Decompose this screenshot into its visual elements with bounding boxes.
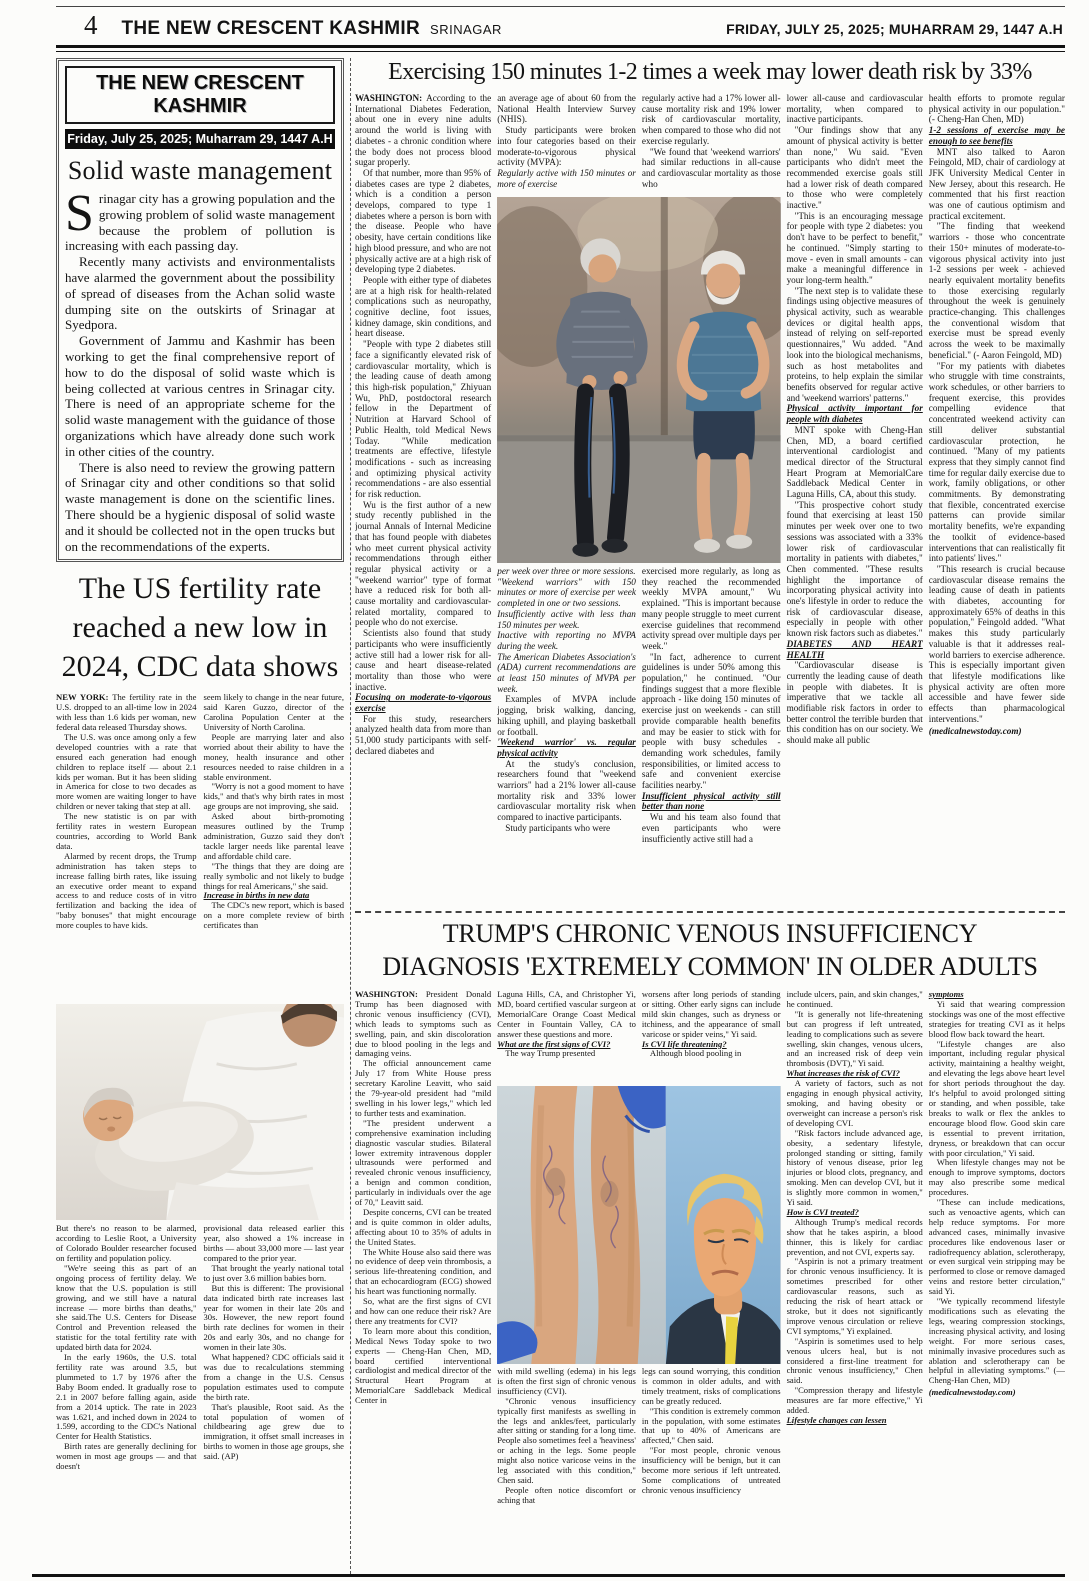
fertility-column-4 [204, 1224, 345, 1520]
paragraph: What happened? CDC officials said it was due to recalculations stemming from a change in the U.S. Census population estimates used to compute the birth rate. [203, 1352, 344, 1402]
source-credit: (medicalnewstoday.com) [928, 726, 1022, 737]
paragraph: health efforts to promote regular physical activity in our population." (- Cheng-Han Chen, MD) [928, 93, 1065, 125]
paragraph: That brought the yearly national total to just over 3.6 million babies born. [203, 1262, 344, 1283]
paragraph: The new statistic is on par with fertility rates in western European countries, according to World Bank data. [56, 811, 197, 851]
paragraph: "Chronic venous insufficiency typically first manifests as swelling in the legs and ankles/feet, particularly after sitting or standing for a long time. People also sometimes feel a 'heaviness' or aching in the legs. Some people might also notice varicose veins in the leg associated with this condition," Chen said. [497, 1395, 636, 1485]
subheading: 'Weekend warrior' vs. regular physical activity [497, 737, 636, 758]
exercise-column-3-top [642, 93, 781, 197]
trump-columns [355, 990, 1065, 1574]
paragraph: The U.S. was once among only a few developed countries with a rate that ensured each generation had enough children to replace itself — about 2.1 kids per woman. But it has been sliding in America for close to two decades as more women are waiting longer to have children or never taking that step at all. [56, 731, 197, 812]
page-content [56, 58, 1065, 1574]
editorial-date-bar: Friday, July 25, 2025; Muharram 29, 1447 A.H [65, 129, 335, 149]
right-column [355, 58, 1065, 1574]
drop-cap: S [65, 185, 94, 242]
editorial-lead-text: rinagar city has a growing population and the growing problem of solid waste management because the problem of pollution is increasing with each passing day. [65, 191, 335, 254]
paragraph: At the study's conclusion, researchers found that "weekend warriors" had a 21% lower all-cause mortality risk and 33% lower cardiovascular mortality risk when compared to inactive participants. [497, 758, 636, 823]
section-divider [355, 911, 1065, 913]
paragraph: exercised more regularly, as long as they reached the recommended weekly MVPA amount," Wu explained. "This is important because many people struggle to meet current exercise guidelines that recommend activity spread over multiple days per week." [641, 566, 781, 651]
paragraph: "The president underwent a comprehensive examination including diagnostic vascular studies. Bilateral lower extremity intravenous doppler ultrasounds were performed and revealed chronic venous insufficiency, a benign and common condition, particularly in individuals over the age of 70," Leavitt said. [355, 1117, 492, 1208]
page-header [56, 12, 1065, 40]
paragraph: People are marrying later and also worried about their ability to have the money, health insurance and other resources needed to raise children in a stable environment. [203, 731, 344, 782]
subheading: Lifestyle changes can lessen [786, 1414, 887, 1425]
paragraph: include ulcers, pain, and skin changes," he continued. [786, 990, 923, 1009]
trump-column-1 [355, 990, 491, 1574]
paragraph: Insufficiently active with less than 150 minutes per week. [497, 608, 636, 630]
paragraph: A variety of factors, such as not engaging in enough physical activity, smoking, and having obesity or overweight can increase a person's risk of developing CVI. [786, 1078, 923, 1128]
paragraph: Yi said that wearing compression stockings was one of the most effective strategies for treating CVI as it helps blood flow back toward the heart. [928, 998, 1065, 1039]
subheading: 1-2 sessions of exercise may be enough to see benefits [928, 125, 1065, 146]
newspaper-name: THE NEW CRESCENT KASHMIR [121, 18, 421, 39]
paragraph: But this is different: The provisional data indicated birth rate increases last year for women in their late 20s and 30s. However, the new report found birth rate declines for women in their 20s and early 30s, and no change for women in their late 30s. [203, 1282, 344, 1353]
source-credit: (medicalnewstoday.com) [928, 1387, 1016, 1398]
subheading: How is CVI treated? [786, 1206, 859, 1217]
baby-photo [56, 1004, 344, 1220]
paragraph: Examples of MVPA include jogging, brisk walking, dancing, hiking uphill, and playing basketball or football. [497, 694, 636, 737]
paragraph: "This prospective cohort study found that exercising at least 150 minutes per week over one to two sessions was associated with a 33% lower risk of cardiovascular mortality in patients with diabetes," Chen commented. "These results highlight the importance of incorporating physical activity into one's lifestyle in order to reduce the risk of cardiovascular disease, especially in people with other known risk factors such as diabetes." [786, 499, 923, 639]
trump-headline-line1: TRUMP'S CHRONIC VENOUS INSUFFICIENCY [442, 919, 978, 948]
subheading: Focusing on moderate-to-vigorous exercise [355, 692, 492, 714]
page-number: 4 [84, 10, 98, 40]
paragraph: Alarmed by recent drops, the Trump administration has taken steps to increase falling birth rates, like issuing an executive order meant to expand access to and reduce costs of in vitro fertilization and backing the idea of "baby bonuses" that might encourage more couples to have kids. [56, 850, 197, 931]
paragraph: Of that number, more than 95% of diabetes cases are type 2 diabetes, which is a condition a person develops, compared to type 1 diabetes where a person is born with the disease. People who have obesity, have certain conditions like high blood pressure, and who are not physically active are at a high risk of developing type 2 diabetes. [355, 167, 492, 275]
fertility-column-2 [204, 693, 345, 1001]
paragraph: "The finding that weekend warriors - those who concentrate their 150+ minutes of moderate-to-vigorous physical activity into just 1-2 sessions per week - achieved nearly equivalent mortality benefits to those exercising regularly throughout the week is genuinely practice-changing. This challenges the conventional wisdom that exercise must be spread evenly across the week to be maximally beneficial." (- Aaron Feingold, MD) [928, 221, 1065, 360]
paragraph: "People with type 2 diabetes still face a significantly elevated risk of cardiovascular mortality, which is the leading cause of death among this high-risk population," Zhiyuan Wu, PhD, postdoctoral research fellow in the Department of Nutrition at Harvard School of Public Health, told Medical News Today. "While medication treatments are effective, lifestyle modifications - such as increasing and optimizing physical activity recommendations - are also essential for risk reduction. [355, 339, 492, 500]
paragraph: "Weekend warriors" with 150 minutes or more of exercise per week completed in one or two sessions. [497, 576, 636, 609]
city-label: SRINAGAR [430, 22, 502, 37]
header-date-line: FRIDAY, JULY 25, 2025; MUHARRAM 29, 1447 A.H [726, 21, 1063, 37]
paragraph: "It is generally not life-threatening but can progress if left untreated, leading to complications such as severe swelling, skin changes, venous ulcers, and an increased risk of deep vein thrombosis (DVT)," Yi said. [786, 1008, 923, 1069]
paragraph: Inactive with reporting no MVPA during the week. [497, 630, 636, 651]
subheading: What are the first signs of CVI? [497, 1038, 611, 1049]
editorial-masthead: THE NEW CRESCENT KASHMIR [96, 72, 304, 117]
paragraph: with mild swelling (edema) in his legs is often the first sign of chronic venous insufficiency (CVI). [497, 1367, 636, 1396]
fertility-column-3 [56, 1224, 197, 1520]
subheading: Is CVI life threatening? [641, 1038, 727, 1049]
paragraph: Government of Jammu and Kashmir has been working to get the final comprehensive report of how to do the disposal of solid waste which is being collected at various centres in Srinagar city. There is need of an appropriate scheme for the solid waste management with the guidance of those organizations which have already done such work in other cities of the country. [65, 333, 335, 459]
bottom-rule [32, 1574, 1065, 1577]
paragraph: Recently many activists and environmentalists have alarmed the government about the possibility of spread of diseases from the Achan solid waste dumping site on the outskirts of Srinagar at Syedpora. [65, 254, 335, 333]
trump-legs-photo-illustration [497, 1086, 780, 1364]
subheading: What increases the risk of CVI? [786, 1068, 900, 1079]
paragraph: The American Diabetes Association's (ADA) current recommendations are at least 150 minutes of MVPA per week. [497, 651, 636, 694]
paragraph: So, what are the first signs of CVI and how can one reduce their risk? Are there any treatments for CVI? [355, 1296, 492, 1326]
paragraph: "The next step is to validate these findings using objective measures of physical activity, such as wearable devices or digital health apps, instead of relying on self-reported questionnaires," Wu added. "And look into the biological mechanisms, such as host metabolites and proteins, to help explain the similar benefits observed for regular active and 'weekend warriors' patterns." [786, 285, 923, 403]
paragraph: "Compression therapy and lifestyle measures are far more effective," Yi added. [786, 1385, 923, 1416]
paragraph: Wu is the first author of a new study recently published in the journal Annals of Internal Medicine that has found people with diabetes who meet current physical activity recommendations through either regular physical activity or a "weekend warrior" type of format have a reduced risk for both all-cause mortality and cardiovascular-related mortality, compared to people who do not exercise. [355, 499, 492, 628]
exercise-column-2-bottom [497, 566, 636, 905]
editorial-masthead-box [65, 66, 335, 124]
paragraph: "Risk factors include advanced age, obesity, a sedentary lifestyle, prolonged standing or sitting, family history of venous disease, prior leg injuries or blood clots, pregnancy, and smoking. Men can develop CVI, but it is slightly more common in women," Yi said. [786, 1127, 923, 1208]
subheading: symptoms [928, 990, 964, 999]
paragraph: "Aspirin is not a primary treatment for chronic venous insufficiency. It is sometimes prescribed for other cardiovascular reasons, such as reducing the risk of heart attack or stroke, but it does not significantly improve venous circulation or relieve CVI symptoms," Yi explained. [786, 1256, 923, 1336]
paragraph: Laguna Hills, CA, and Christopher Yi, MD, board certified vascular surgeon at MemorialCare Orange Coast Medical Center in Fountain Valley, CA to answer these questions and more. [497, 990, 636, 1039]
paragraph: provisional data released earlier this year, also showed a 1% increase in births — about 33,000 more — last year compared to the prior year. [203, 1224, 344, 1264]
paragraph: an average age of about 60 from the National Health Interview Survey (NHIS). [497, 93, 636, 125]
baby-photo-illustration [56, 1004, 344, 1220]
editorial-body [65, 254, 335, 554]
paragraph: But there's no reason to be alarmed, according to Leslie Root, a University of Colorado Boulder researcher focused on fertility and population policy. [56, 1224, 197, 1264]
paragraph: WASHINGTON: President Donald Trump has been diagnosed with chronic venous insufficiency (CVI), which leads to symptoms such as swelling, pain, and skin discoloration due to blood pooling in the legs and damaging veins. [355, 990, 492, 1059]
paragraph: Birth rates are generally declining for women in most age groups — and that doesn't [56, 1441, 197, 1472]
exercise-column-5 [929, 93, 1065, 905]
trump-column-2-top [497, 990, 636, 1086]
trump-headline-line2: DIAGNOSIS 'EXTREMELY COMMON' IN OLDER ADULTS [382, 951, 1038, 981]
paragraph: "This is an encouraging message for people with type 2 diabetes: you don't have to be perfect to benefit," he continued. "Simply starting to move - even in small amounts - can make a meaningful difference in your long-term health." [786, 210, 923, 285]
paragraph: There is also need to review the growing pattern of Srinagar city and other conditions so that solid waste management is done on the scientific lines. There should be a hygienic disposal of solid waste and it should be collected not in the open trucks but on the recommendations of the experts. [65, 459, 335, 554]
paragraph: Regularly active with 150 minutes or more of exercise [497, 167, 636, 189]
paragraph: "This condition is extremely common in the population, with some estimates that up to 40% of Americans are affected," Chen said. [641, 1405, 781, 1446]
paragraph: "In fact, adherence to current guidelines is under 50% among this population," he continued. "Our findings suggest that a more flexible approach - like doing 150 minutes of exercise just on weekends - can still provide comparable health benefits and may be easier to stick with for people with busy schedules - demanding work schedules, family responsibilities, or limited access to safe and convenient exercise facilities nearby." [641, 651, 781, 791]
paragraph: When lifestyle changes may not be enough to improve symptoms, doctors may also prescribe some medical procedures. [928, 1157, 1065, 1198]
paragraph: People often notice discomfort or aching that [497, 1484, 636, 1505]
paragraph: seem likely to change in the near future, said Karen Guzzo, director of the Carolina Population Center at the University of North Carolina. [203, 693, 344, 733]
joggers-photo-illustration [497, 197, 780, 563]
paragraph: "These can include medications, such as venoactive agents, which can help reduce symptoms. For more advanced cases, minimally invasive procedures like endovenous laser or radiofrequency ablation, sclerotherapy, or even surgical vein stripping may be performed to close or remove damaged veins and restore better circulation," said Yi. [928, 1197, 1065, 1297]
paragraph: "For my patients with diabetes who struggle with time constraints, work schedules, or other barriers to frequent exercise, this provides compelling evidence that concentrated weekend activity can still deliver substantial cardiovascular protection, he continued. "Many of my patients express that they simply cannot find time for regular daily exercise due to work, family obligations, or other commitments. By demonstrating that flexible, concentrated exercise patterns can provide similar mortality benefits, we're expanding the toolkit of evidence-based interventions that can realistically fit into patients' lives." [928, 360, 1065, 564]
subheading: DIABETES AND HEART HEALTH [786, 638, 923, 660]
header-rule [56, 45, 1065, 52]
fertility-headline: The US fertility rate reached a new low in 2024, CDC data shows [61, 572, 339, 684]
paragraph: Study participants were broken into four categories based on their moderate-to-vigorous physical activity (MVPA): [497, 125, 636, 168]
paragraph: Although blood pooling in [649, 1048, 742, 1059]
paragraph: NEW YORK: The fertility rate in the U.S. dropped to an all-time low in 2024 with less than 1.6 kids per woman, new federal data released Thursday shows. [56, 693, 197, 733]
trump-column-5 [929, 990, 1065, 1574]
paragraph: The White House also said there was no evidence of deep vein thrombosis, a serious life-threatening condition, and that an echocardiogram (ECG) showed his heart was functioning normally. [355, 1246, 492, 1297]
paragraph: Scientists also found that study participants who were insufficiently active still had a lower risk for all-cause and heart disease-related mortality than those who were inactive. [355, 628, 492, 692]
paragraph: legs can sound worrying, this condition is common in older adults, and with timely treatment, risks of complications can be greatly reduced. [641, 1367, 781, 1406]
paragraph: per week over three or more sessions. [497, 566, 636, 576]
trump-column-3-bottom [642, 1367, 781, 1574]
subheading: Insufficient physical activity still better than none [641, 790, 781, 812]
paragraph: To learn more about this condition, Medical News Today spoke to two experts — Cheng-Han Chen, MD, board certified interventional cardiologist and medical director of the Structural Heart Program at MemorialCare Saddleback Medical Center in [355, 1325, 492, 1406]
exercise-column-4 [787, 93, 923, 905]
paragraph: worsens after long periods of standing or sitting. Other early signs can include mild skin changes, such as dryness or itchiness, and the appearance of small varicose or spider veins," Yi said. [641, 990, 781, 1039]
paragraph: Although Trump's medical records show that he takes aspirin, a blood thinner, this is likely for cardiac prevention, and not CVI, experts say. [786, 1216, 923, 1257]
fertility-column-1 [56, 693, 197, 1001]
exercise-columns [355, 93, 1065, 905]
paragraph: "Our findings show that any amount of physical activity is better than none," Wu said. "Even participants who didn't meet the recommended exercise goals still had a lower risk of death compared to those who were completely inactive." [786, 125, 923, 211]
paragraph: "This research is crucial because cardiovascular disease remains the leading cause of death in patients with diabetes, accounting for approximately 65% of deaths in this population," Feingold added. "What makes this study particularly valuable is that it addresses real-world barriers to exercise adherence. This is especially important given that lifestyle modifications like physical activity are often more accessible and have fewer side effects than pharmacological interventions." [928, 563, 1065, 724]
exercise-middle-columns [497, 93, 780, 905]
paragraph: "For most people, chronic venous insufficiency will be benign, but it can become more serious if left untreated. Some complications of untreated chronic venous insufficiency [641, 1445, 781, 1495]
paragraph: "We found that 'weekend warriors' had similar reductions in all-cause and cardiovascular mortality as those who [641, 146, 781, 189]
paragraph: lower all-cause and cardiovascular mortality, when compared to inactive participants. [786, 93, 923, 125]
paragraph: regularly active had a 17% lower all-cause mortality risk and 19% lower risk of cardiovascular mortality, when compared to those who did not exercise regularly. [641, 93, 781, 146]
exercise-column-3-bottom [642, 566, 781, 905]
paragraph: MNT also talked to Aaron Feingold, MD, chair of cardiology at JFK University Medical Center in New Jersey, about this research. He commented that his first reaction was one of cautious optimism and practical excitement. [928, 146, 1065, 221]
paragraph: In the early 1960s, the U.S. total fertility rate was around 3.5, but plummeted to 1.7 by 1976 after the Baby Boom ended. It gradually rose to 2.1 in 2007 before falling again, aside from a 2014 uptick. The rate in 2023 was 1.621, and inched down in 2024 to 1.599, according to the CDC's National Center for Health Statistics. [56, 1352, 197, 1442]
trump-middle-columns [497, 990, 780, 1574]
fertility-bottom-columns [56, 1224, 344, 1520]
exercise-headline: Exercising 150 minutes 1-2 times a week may lower death risk by 33% [388, 59, 1032, 85]
trump-legs-photo [497, 1086, 780, 1364]
subheading: Increase in births in new data [203, 890, 310, 901]
exercise-middle-top [497, 93, 780, 197]
paragraph: "The things that they are doing are really symbolic and not likely to budge things for real Americans," she said. [203, 860, 344, 891]
trump-middle-bottom [497, 1367, 780, 1574]
paragraph: That's plausible, Root said. As the total population of women of childbearing age grew due to immigration, it offset small increases in births to women in those age groups, she said. (AP) [203, 1401, 344, 1462]
paragraph: "Aspirin is sometimes used to help venous ulcers heal, but is not considered a first-line treatment for chronic venous insufficiency," Chen said. [786, 1335, 923, 1386]
fertility-article [56, 569, 344, 1520]
paragraph: The way Trump presented [505, 1048, 596, 1059]
paragraph: "Worry is not a good moment to have kids," and that's why birth rates in most age groups are not improving, she said. [203, 781, 344, 812]
exercise-column-2-top [497, 93, 636, 197]
subheading: Physical activity important for people with diabetes [786, 403, 923, 425]
paragraph: "Lifestyle changes are also important, including regular physical activity, maintaining a healthy weight, and elevating the legs above heart level for short periods throughout the day. It's helpful to avoid prolonged sitting or standing, and when possible, take breaks to walk or flex the ankles to encourage blood flow. Good skin care is essential to prevent irritation, dryness, or breakdown that can occur with poor circulation," Yi said. [928, 1038, 1065, 1158]
paragraph: Wu and his team also found that even participants who were insufficiently active still had a [641, 812, 781, 844]
trump-middle-top [497, 990, 780, 1086]
paragraph: "We're seeing this as part of an ongoing process of fertility delay. We know that the U.S. population is still growing, and we still have a natural increase — more births than deaths," she said.The U.S. Centers for Disease Control and Prevention released the statistic for the total fertility rate with updated birth data for 2024. [56, 1262, 197, 1353]
top-rule [56, 6, 1065, 7]
trump-column-4 [787, 990, 923, 1574]
fertility-top-columns [56, 693, 344, 1001]
paragraph: Study participants who were [505, 822, 611, 833]
trump-column-2-bottom [497, 1367, 636, 1574]
paragraph: MNT spoke with Cheng-Han Chen, MD, a board certified interventional cardiologist and medical director of the Structural Heart Program at MemorialCare Saddleback Medical Center in Laguna Hills, CA, about this study. [786, 424, 923, 500]
paragraph: "Cardiovascular disease is currently the leading cause of death in people with diabetes. It is imperative that we tackle all modifiable risk factors in order to better control the terrible burden that this condition has on our society. We should make all public [786, 660, 923, 746]
paragraph: Asked about birth-promoting measures outlined by the Trump administration, Guzzo said they don't tackle larger needs like parental leave and affordable child care. [203, 811, 344, 861]
joggers-photo [497, 197, 780, 563]
exercise-middle-bottom [497, 566, 780, 905]
paragraph: WASHINGTON: According to the International Diabetes Federation, about one in every nine adults around the world is living with diabetes - a chronic condition where the body does not process blood sugar properly. [355, 93, 492, 168]
exercise-column-1 [355, 93, 491, 905]
trump-column-3-top [642, 990, 781, 1086]
editorial-section [56, 58, 344, 562]
editorial-title: Solid waste management [67, 156, 333, 185]
paragraph: People with either type of diabetes are at a high risk for health-related complications such as neuropathy, cognitive decline, foot issues, kidney damage, skin conditions, and heart disease. [355, 274, 492, 339]
paragraph: The CDC's new report, which is based on a more complete review of birth certificates than [203, 900, 344, 931]
exercise-article [355, 59, 1065, 905]
vertical-divider [350, 58, 351, 1574]
paragraph: The official announcement came July 17 from White House press secretary Karoline Leavitt, who said the 79-year-old president had "mild swelling in his lower legs," which led to further tests and examination. [355, 1058, 492, 1118]
left-column [56, 58, 344, 1574]
editorial-lead-paragraph [65, 185, 335, 254]
trump-headline [355, 918, 1065, 983]
paragraph: Despite concerns, CVI can be treated and is quite common in older adults, affecting about 10 to 35% of adults in the United States. [355, 1206, 492, 1247]
paragraph: For this study, researchers analyzed health data from more than 51,000 study participants with self-declared diabetes and [355, 713, 492, 756]
paragraph: "We typically recommend lifestyle modifications such as elevating the legs, wearing compression stockings, increasing physical activity, and losing weight. For more serious cases, minimally invasive procedures such as ablation and sclerotherapy can be helpful in alleviating symptoms." (— Cheng-Han Chen, MD) [928, 1296, 1065, 1386]
trump-article [355, 918, 1065, 1574]
